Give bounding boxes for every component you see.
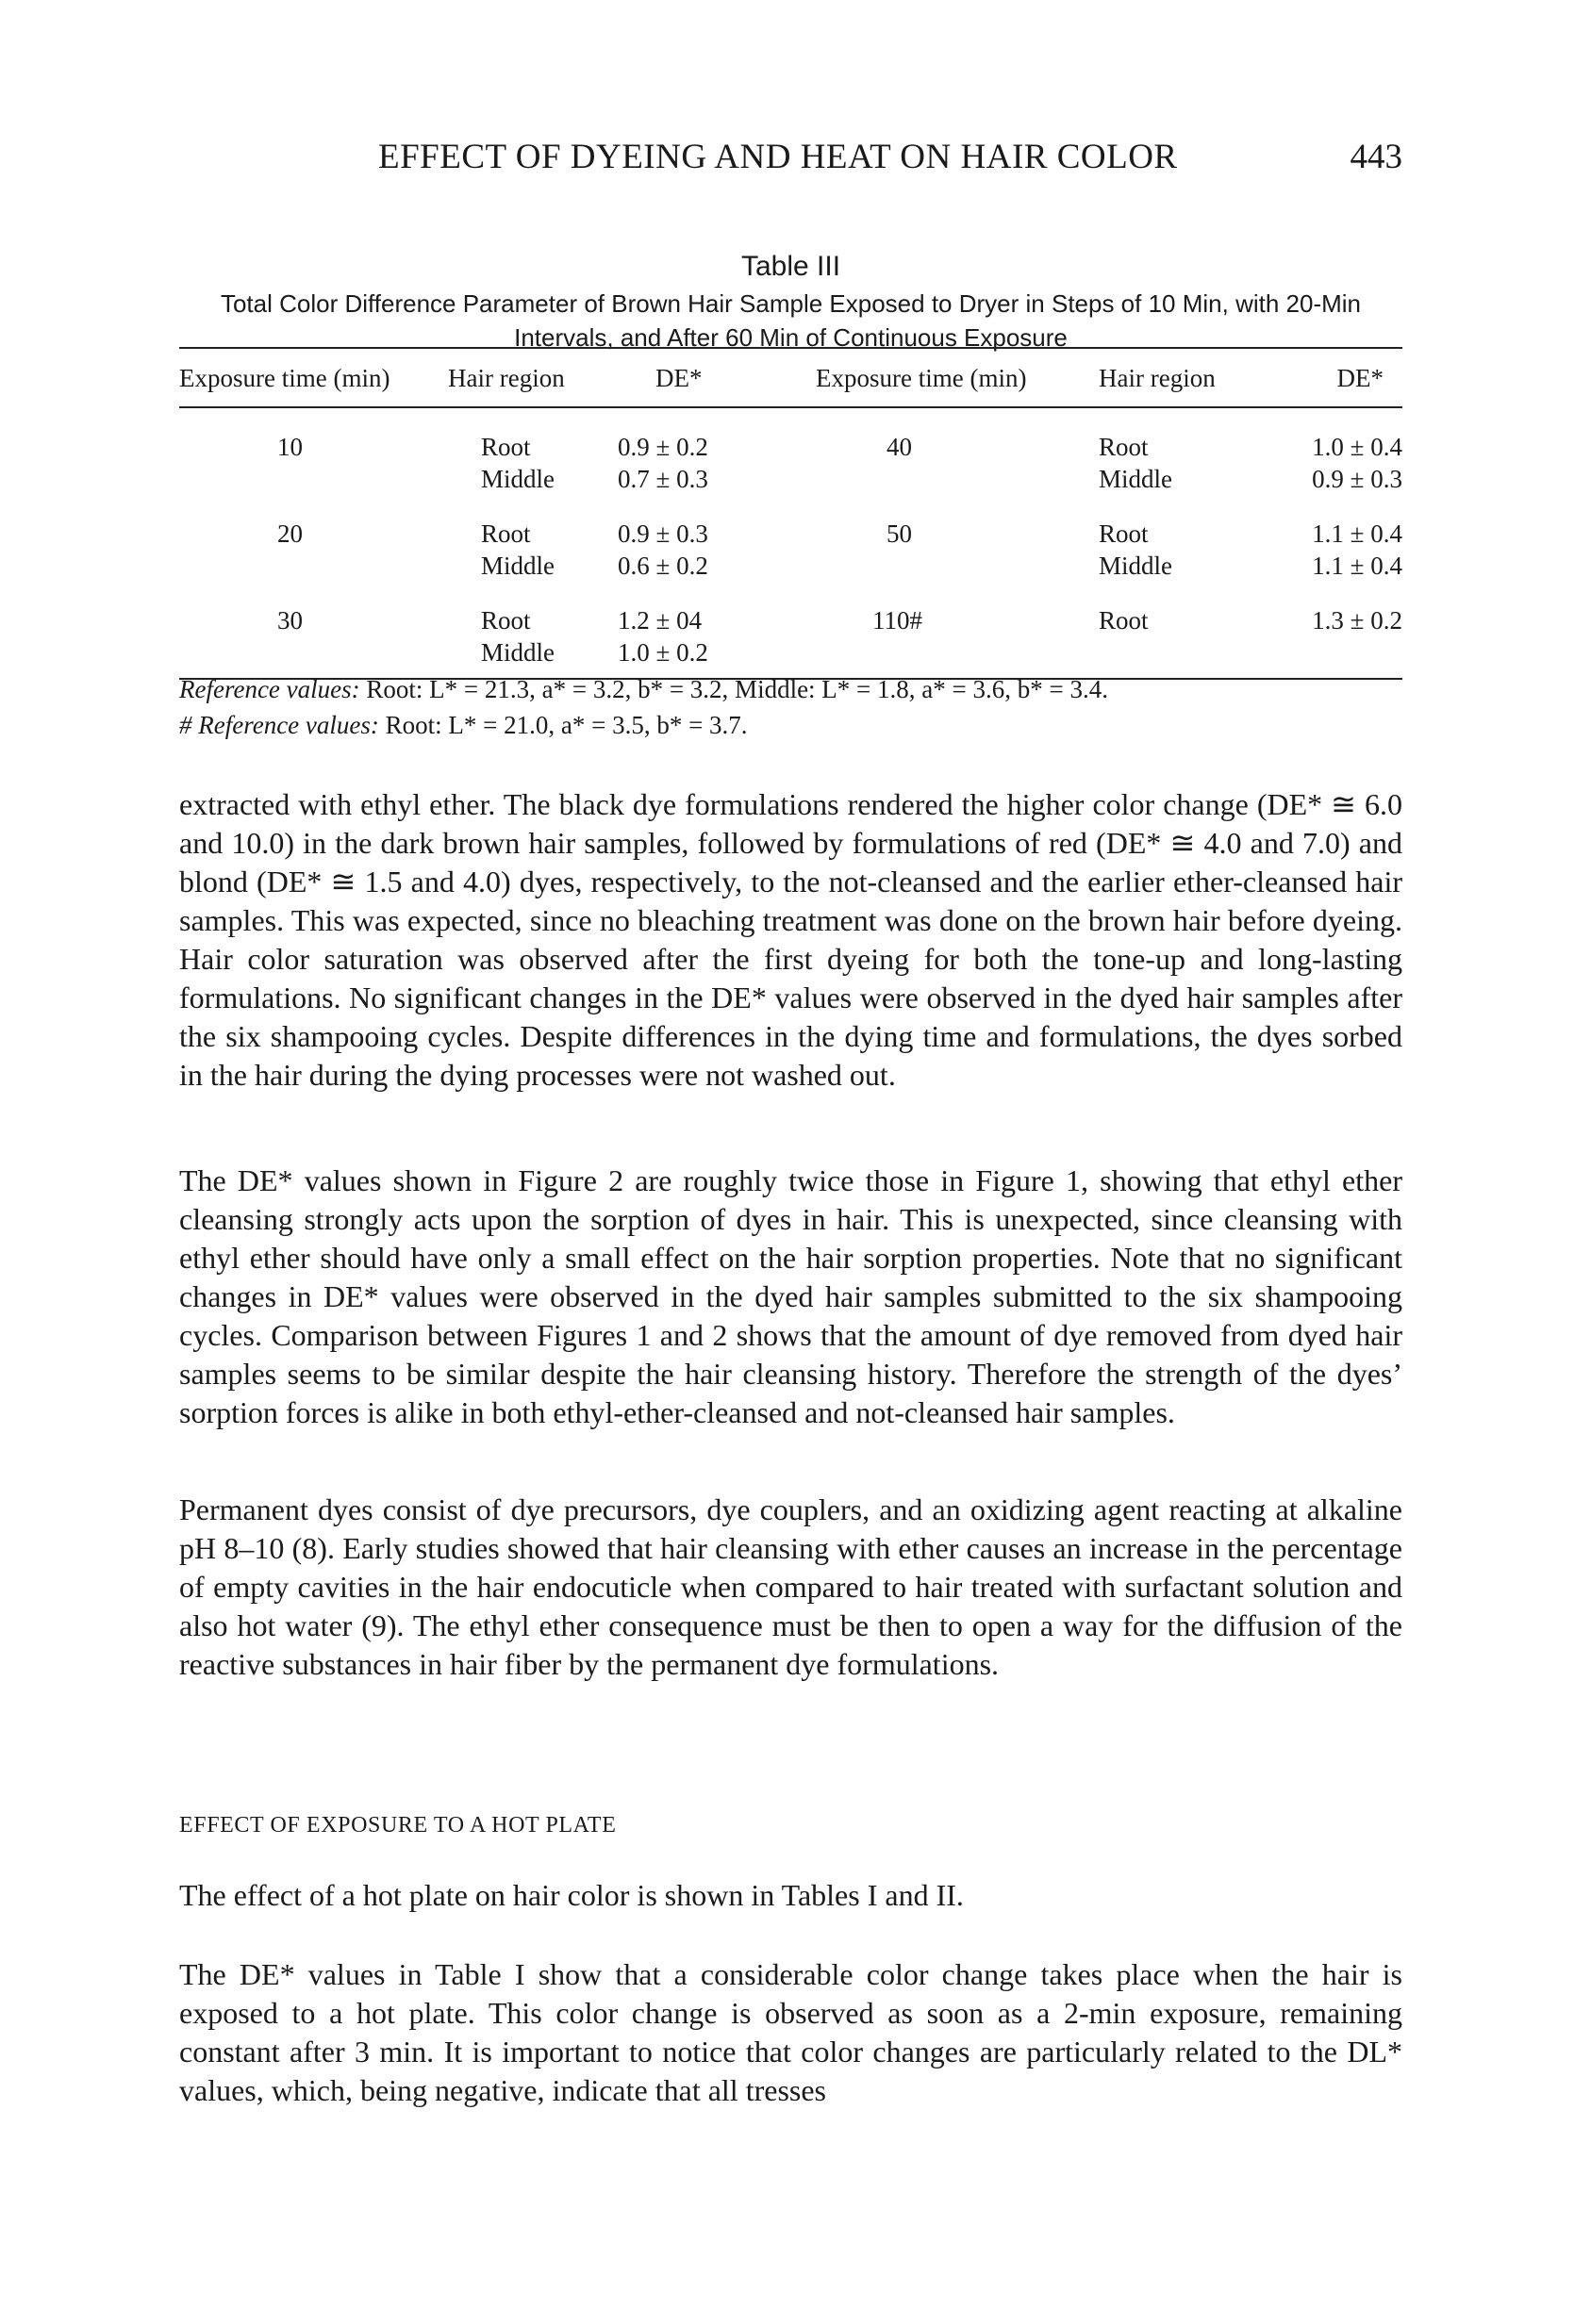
column-header: DE* [618, 348, 797, 407]
section-heading: EFFECT OF EXPOSURE TO A HOT PLATE [179, 1813, 617, 1838]
table-cell: 1.1 ± 0.4 [1312, 552, 1402, 580]
table-container [179, 347, 1402, 680]
table-cell: Middle [1099, 552, 1172, 580]
note-label: Reference values: [179, 675, 360, 703]
table-cell [179, 550, 401, 582]
table-cell: Root [1099, 606, 1149, 635]
table-row [179, 550, 1402, 582]
data-table [179, 347, 1402, 680]
table-cell: 40 [887, 433, 912, 461]
table-cell: 50 [887, 519, 912, 548]
column-header: Exposure time (min) [797, 348, 1070, 407]
paragraph-text: The DE* values shown in Figure 2 are roughly twice those in Figure 1, showing that ethyl ether cleansing strongly acts upon the sorption of dyes in hair. This is unexpected, since cleansing with ethyl ether should have only a small effect on the hair sorption properties. Note that no significant changes in DE* values were observed in the dyed hair samples submitted to the six shampooing cycles. Comparison between Figures 1 and 2 shows that the amount of dye removed from dyed hair samples seems to be similar despite the hair cleansing history. Therefore the strength of the dyes’ sorption forces is alike in both ethyl-ether-cleansed and not-cleansed hair samples. [179, 1163, 1402, 1429]
table-cell: 1.0 ± 0.2 [618, 636, 797, 679]
page-header [179, 137, 1402, 184]
running-title: EFFECT OF DYEING AND HEAT ON HAIR COLOR [378, 138, 1178, 176]
paragraph-text: Permanent dyes consist of dye precursors, dye couplers, and an oxidizing agent reacting at alkaline pH 8–10 (8). Early studies showed that hair cleansing with ether causes an increase in the percentage of empty cavities in the hair endocuticle when compared to hair treated with surfactant solution and also hot water (9). The ethyl ether consequence must be then to open a way for the diffusion of the reactive substances in hair fiber by the permanent dye formulations. [179, 1492, 1402, 1681]
table-note [179, 671, 1402, 707]
body-paragraph [179, 1162, 1402, 1432]
note-text: Root: L* = 21.3, a* = 3.2, b* = 3.2, Middle: L* = 1.8, a* = 3.6, b* = 3.4. [359, 675, 1108, 703]
table-notes [179, 671, 1402, 743]
table-cell: Middle [481, 552, 555, 580]
table-row [179, 582, 1402, 636]
table-cell: Root [481, 519, 531, 548]
table-cell: Root [481, 606, 531, 635]
body-paragraph [179, 1955, 1402, 2110]
table-cell: 0.6 ± 0.2 [618, 552, 708, 580]
table-cell: 1.1 ± 0.4 [1312, 519, 1402, 548]
column-header: DE* [1268, 348, 1402, 407]
table-label: Table III [740, 251, 841, 282]
table-cell: 1.2 ± 04 [618, 606, 703, 635]
table-note [179, 707, 1402, 743]
table-cell [797, 550, 1070, 582]
table-row [179, 407, 1402, 463]
table-cell: 0.9 ± 0.3 [1312, 465, 1402, 493]
column-header: Hair region [401, 348, 618, 407]
table-caption [179, 247, 1402, 354]
table-cell [179, 463, 401, 495]
table-cell [797, 463, 1070, 495]
table-cell: 110# [872, 606, 922, 635]
body-paragraph [179, 1876, 1402, 1915]
table-cell: Root [1099, 433, 1149, 461]
table-cell: Middle [401, 636, 618, 679]
table-cell: 1.3 ± 0.2 [1312, 606, 1402, 635]
paragraph-text: The effect of a hot plate on hair color is shown in Tables I and II. [179, 1878, 964, 1912]
table-cell: 20 [277, 519, 303, 548]
table-cell: Middle [1099, 465, 1172, 493]
note-label: # Reference values: [179, 711, 379, 739]
table-title: Total Color Difference Parameter of Brown Hair Sample Exposed to Dryer in Steps of 10 Min, with 20-Min Intervals, and After 60 Min of Continuous Exposure [220, 289, 1362, 352]
table-row [179, 463, 1402, 495]
table-cell: Root [481, 433, 531, 461]
page-number: 443 [1350, 138, 1402, 176]
table-cell: Middle [481, 465, 555, 493]
paragraph-text: extracted with ethyl ether. The black dye formulations rendered the higher color change (DE* ≅ 6.0 and 10.0) in the dark brown hair samples, followed by formulations of red (DE* ≅ 4.0 and 7.0) and blond (DE* ≅ 1.5 and 4.0) dyes, respectively, to the not-cleansed and the earlier ether-cleansed hair samples. This was expected, since no bleaching treatment was done on the brown hair before dyeing. Hair color saturation was observed after the first dyeing for both the tone-up and long-lasting formulations. No significant changes in the DE* values were observed in the dyed hair samples after the six shampooing cycles. Despite differences in the dying time and formulations, the dyes sorbed in the hair during the dying processes were not washed out. [179, 787, 1402, 1092]
body-paragraph [179, 1491, 1402, 1684]
column-header: Exposure time (min) [179, 348, 401, 407]
table-cell: 1.0 ± 0.4 [1312, 433, 1402, 461]
table-row [179, 495, 1402, 550]
table-cell: 0.7 ± 0.3 [618, 465, 708, 493]
table-cell: Root [1099, 519, 1149, 548]
body-paragraph [179, 785, 1402, 1095]
table-cell: 0.9 ± 0.3 [618, 519, 708, 548]
column-header: Hair region [1070, 348, 1268, 407]
paragraph-text: The DE* values in Table I show that a considerable color change takes place when the hair is exposed to a hot plate. This color change is observed as soon as a 2-min exposure, remaining constant after 3 min. It is important to notice that color changes are particularly related to the DL* values, which, being negative, indicate that all tresses [179, 1957, 1402, 2107]
table-cell: 0.9 ± 0.2 [618, 433, 708, 461]
note-text: Root: L* = 21.0, a* = 3.5, b* = 3.7. [378, 711, 748, 739]
table-cell: 10 [277, 433, 303, 461]
table-cell: 30 [277, 606, 303, 635]
table-header-row [179, 348, 1402, 407]
